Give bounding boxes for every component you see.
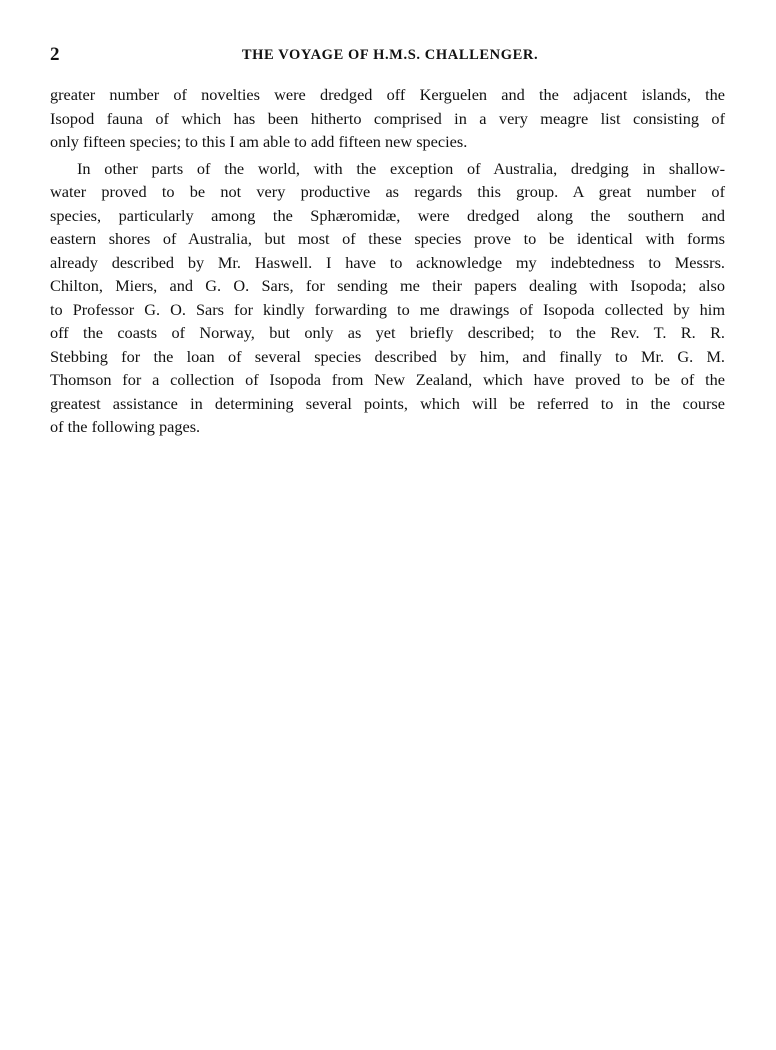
paragraph-continuation xyxy=(50,83,725,154)
text-line: water proved to be not very productive as regards this group. A great number of xyxy=(50,182,725,201)
page-number: 2 xyxy=(50,44,60,65)
text-line: In other parts of the world, with the exception of Australia, dredging in shallow- xyxy=(77,158,725,178)
text-line: Isopod fauna of which has been hitherto comprised in a very meagre list consisting of xyxy=(50,108,725,128)
text-line: of the following pages. xyxy=(50,417,201,436)
text-line: only fifteen species; to this I am able to add fifteen new species. xyxy=(50,132,468,151)
text-line: to Professor G. O. Sars for kindly forwarding to me drawings of Isopoda collected by him xyxy=(50,299,725,319)
text-line: Stebbing for the loan of several species described by him, and finally to Mr. G. M. xyxy=(50,346,725,366)
text-line: species, particularly among the Sphæromidæ, were dredged along the southern and xyxy=(50,205,725,225)
text-line: off the coasts of Norway, but only as yet briefly described; to the Rev. T. R. R. xyxy=(50,323,725,342)
body-text xyxy=(50,83,725,439)
running-title: THE VOYAGE OF H.M.S. CHALLENGER. xyxy=(241,47,539,63)
text-line: greater number of novelties were dredged off Kerguelen and the adjacent islands, the xyxy=(50,85,725,104)
text-line: Thomson for a collection of Isopoda from New Zealand, which have proved to be of the xyxy=(50,370,725,389)
text-line: Chilton, Miers, and G. O. Sars, for sending me their papers dealing with Isopoda; also xyxy=(50,276,725,295)
text-line: greatest assistance in determining several points, which will be referred to in the course xyxy=(50,393,725,413)
paragraph-acknowledgements xyxy=(50,157,725,439)
text-line: already described by Mr. Haswell. I have to acknowledge my indebtedness to Messrs. xyxy=(50,252,725,272)
running-head xyxy=(50,44,730,68)
text-line: eastern shores of Australia, but most of these species prove to be identical with forms xyxy=(50,229,725,248)
